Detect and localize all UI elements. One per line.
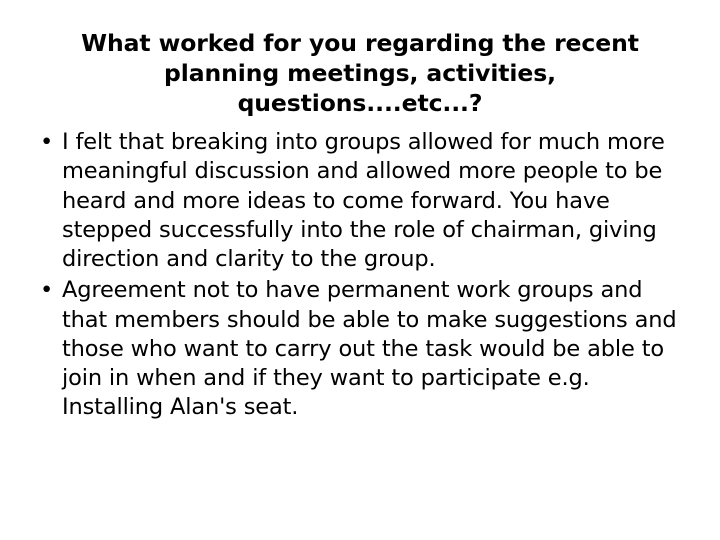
page-title: What worked for you regarding the recent planning meetings, activities, questions....etc...? [81, 29, 639, 118]
list-item [32, 276, 692, 422]
bullet-icon: • [40, 277, 54, 304]
list-item-text: I felt that breaking into groups allowed for much more meaningful discussion and allowed more people to be heard and more ideas to come forward. You have stepped successfully into the role of chairman, giving direction and clarity to the group. [62, 129, 665, 272]
bullet-list [32, 128, 692, 423]
list-item-text: Agreement not to have permanent work groups and that members should be able to make suggestions and those who want to carry out the task would be able to join in when and if they want to participate e.g. Installing Alan's seat. [62, 277, 677, 421]
slide-body [32, 128, 692, 425]
bullet-icon: • [40, 129, 54, 155]
list-item [32, 128, 692, 274]
